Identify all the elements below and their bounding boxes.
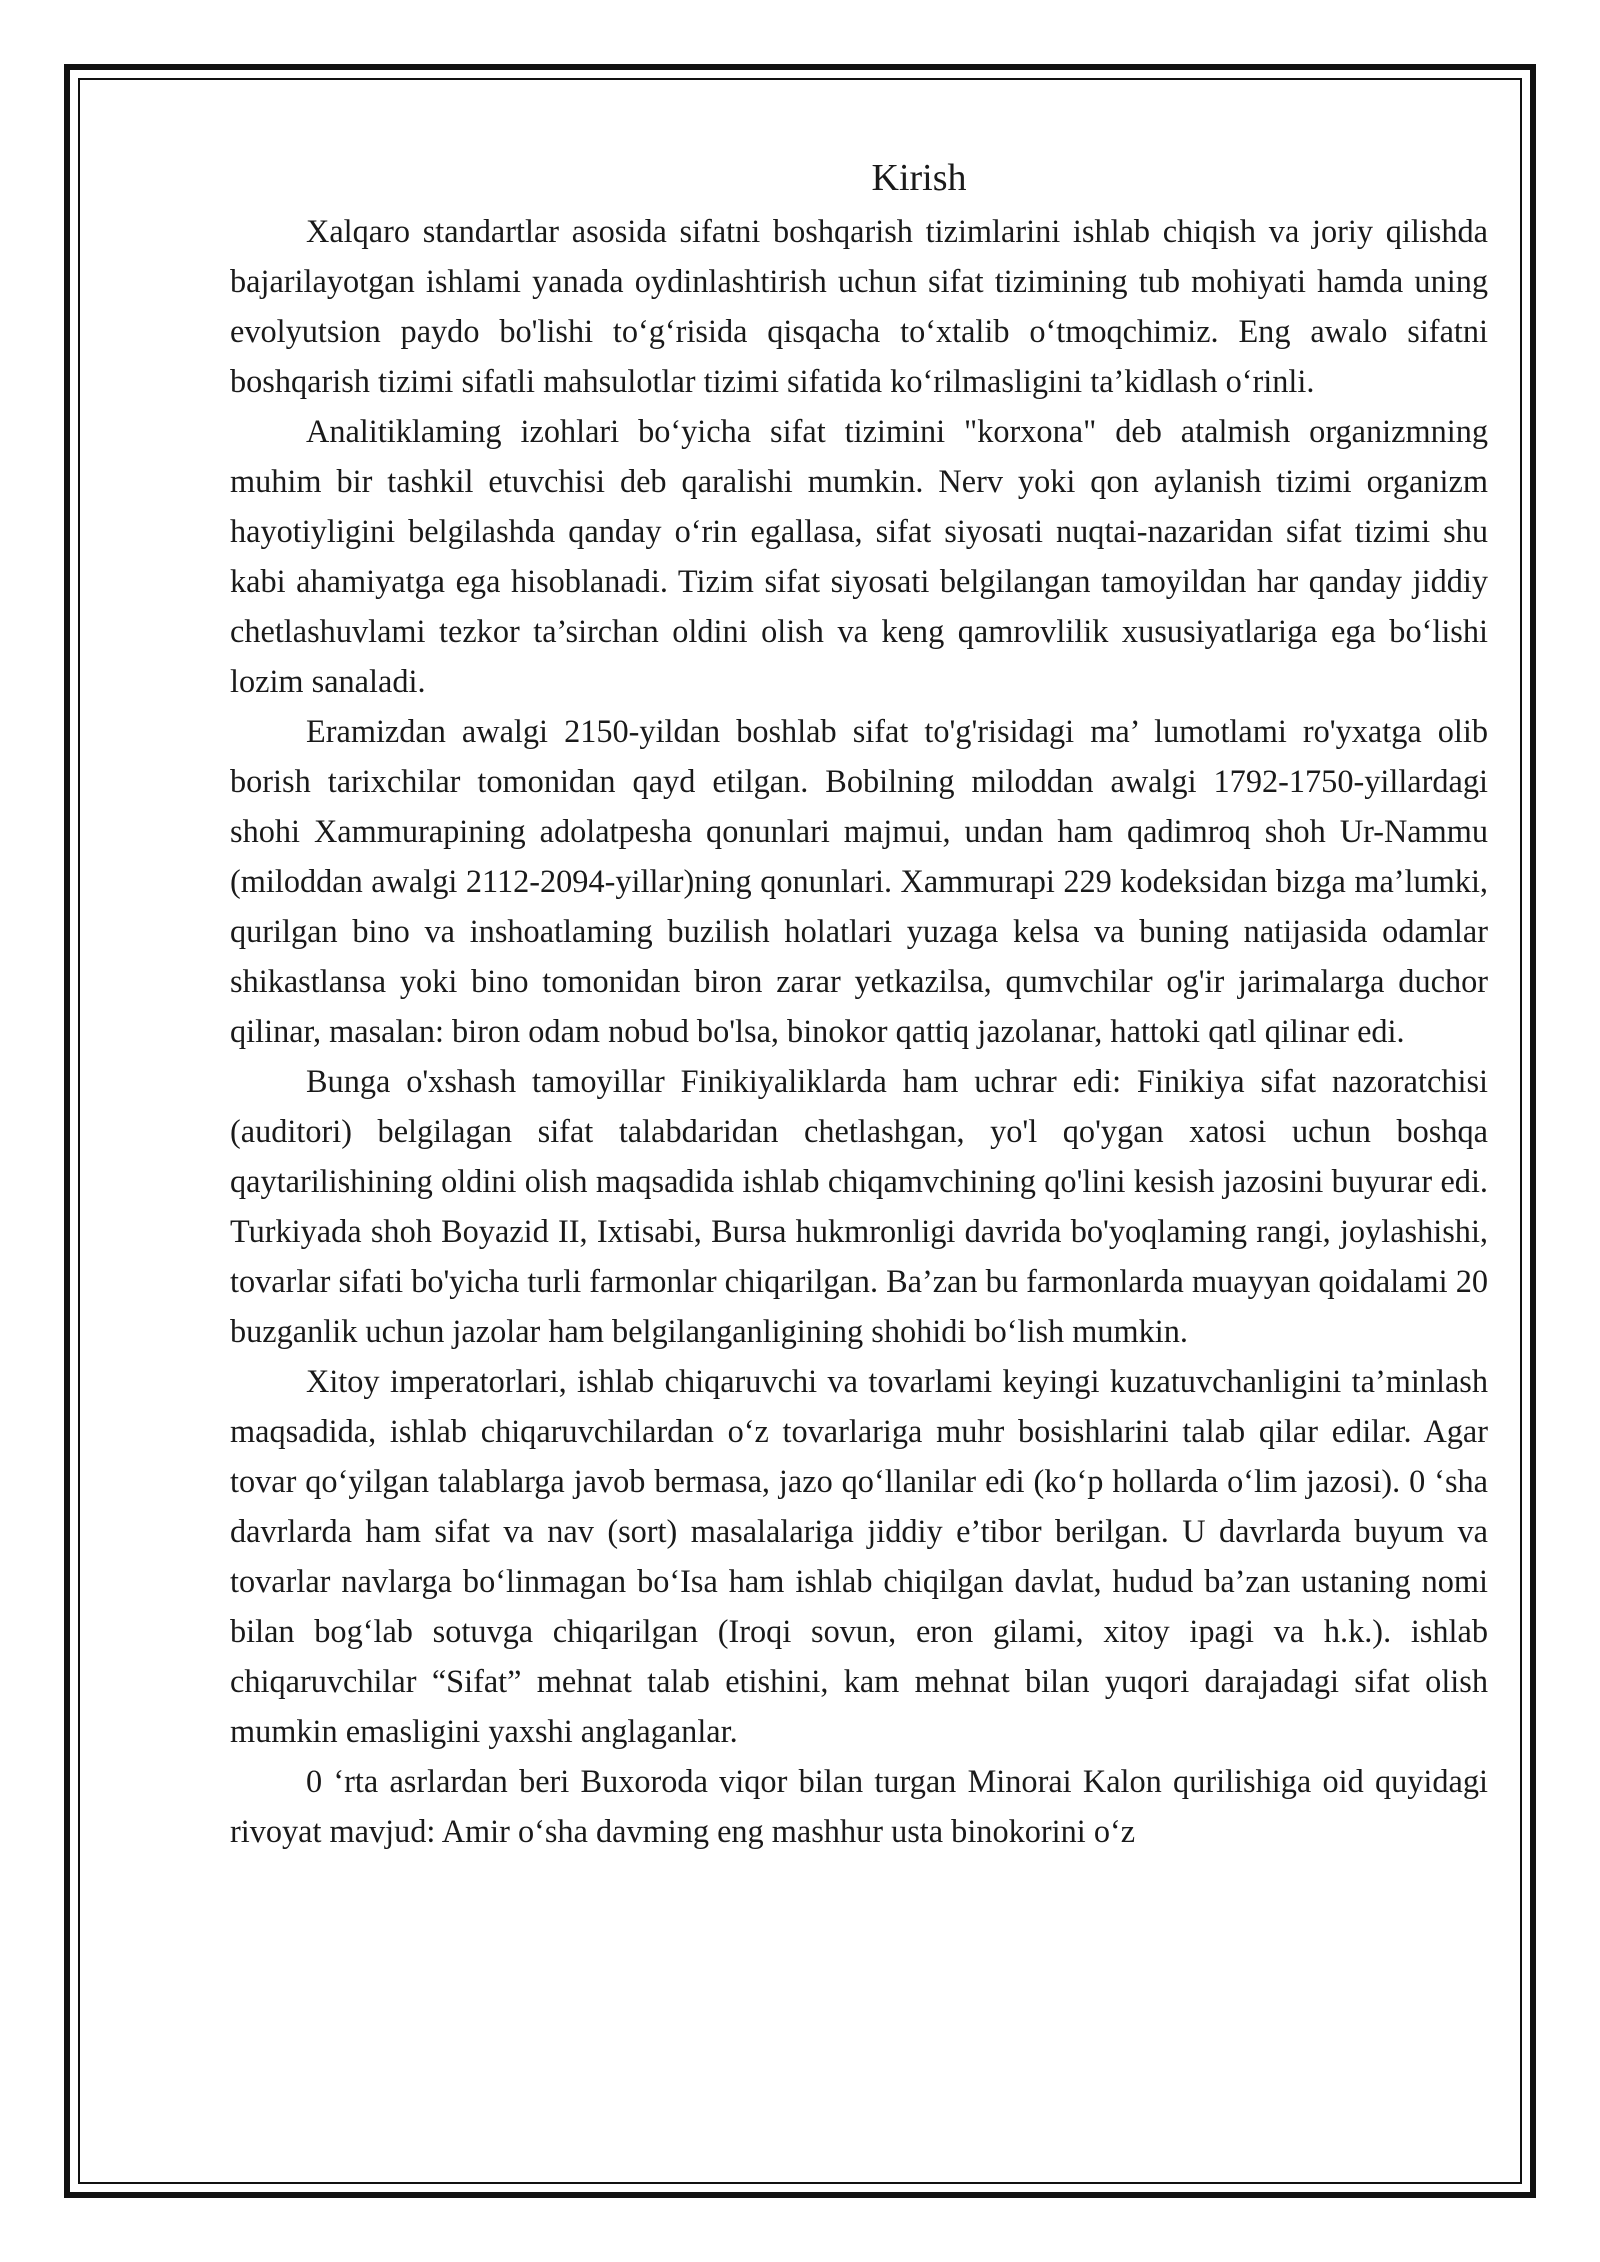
paragraph-bukhara: 0 ‘rta asrlardan beri Buxoroda viqor bilan turgan Minorai Kalon qurilishiga oid quyidagi rivoyat mavjud: Amir o‘sha davming eng mashhur usta binokorini o‘z xyxy=(230,1763,1488,1849)
paragraph-intro: Xalqaro standartlar asosida sifatni boshqarish tizimlarini ishlab chiqish va joriy qilishda bajarilayotgan ishlami yanada oydinlashtirish uchun sifat tizimining tub mohiyati hamda uning evolyutsion paydo bo'lishi to‘g‘risida qisqacha to‘xtalib o‘tmoqchimiz. Eng awalo sifatni boshqarish tizimi sifatli mahsulotlar tizimi sifatida ko‘rilmasligini ta’kidlash o‘rinli. xyxy=(230,213,1488,399)
document-body xyxy=(230,150,1488,1856)
paragraph-history-babylon: Eramizdan awalgi 2150-yildan boshlab sifat to'g'risidagi ma’ lumotlami ro'yxatga olib borish tarixchilar tomonidan qayd etilgan. Bobilning miloddan awalgi 1792-1750-yillardagi shohi Xammurapining adolatpesha qonunlari majmui, undan ham qadimroq shoh Ur-Nammu (miloddan awalgi 2112-2094-yillar)ning qonunlari. Xammurapi 229 kodeksidan bizga ma’lumki, qurilgan bino va inshoatlaming buzilish holatlari yuzaga kelsa va buning natijasida odamlar shikastlansa yoki bino tomonidan biron zarar yetkazilsa, qumvchilar og'ir jarimalarga duchor qilinar, masalan: biron odam nobud bo'lsa, binokor qattiq jazolanar, hattoki qatl qilinar edi. xyxy=(230,713,1488,1049)
paragraph-phoenicia: Bunga o'xshash tamoyillar Finikiyaliklarda ham uchrar edi: Finikiya sifat nazoratchisi (auditori) belgilagan sifat talabdaridan chetlashgan, yo'l qo'ygan xatosi uchun boshqa qaytarilishining oldini olish maqsadida ishlab chiqamvchining qo'lini kesish jazosini buyurar edi. Turkiyada shoh Boyazid II, Ixtisabi, Bursa hukmronligi davrida bo'yoqlaming rangi, joylashishi, tovarlar sifati bo'yicha turli farmonlar chiqarilgan. Ba’zan bu farmonlarda muayyan qoidalami 20 buzganlik uchun jazolar ham belgilanganligining shohidi bo‘lish mumkin. xyxy=(230,1063,1488,1349)
paragraph-china: Xitoy imperatorlari, ishlab chiqaruvchi va tovarlami keyingi kuzatuvchanligini ta’minlash maqsadida, ishlab chiqaruvchilardan o‘z tovarlariga muhr bosishlarini talab qilar edilar. Agar tovar qo‘yilgan talablarga javob bermasa, jazo qo‘llanilar edi (ko‘p hollarda o‘lim jazosi). 0 ‘sha davrlarda ham sifat va nav (sort) masalalariga jiddiy e’tibor berilgan. U davrlarda buyum va tovarlar navlarga bo‘linmagan bo‘Isa ham ishlab chiqilgan davlat, hudud ba’zan ustaning nomi bilan bog‘lab sotuvga chiqarilgan (Iroqi sovun, eron gilami, xitoy ipagi va h.k.). ishlab chiqaruvchilar “Sifat” mehnat talab etishini, kam mehnat bilan yuqori darajadagi sifat olish mumkin emasligini yaxshi anglaganlar. xyxy=(230,1363,1488,1749)
document-title: Kirish xyxy=(871,157,967,199)
paragraph-analytics: Analitiklaming izohlari bo‘yicha sifat tizimini "korxona" deb atalmish organizmning muhim bir tashkil etuvchisi deb qaralishi mumkin. Nerv yoki qon aylanish tizimi organizm hayotiyligini belgilashda qanday o‘rin egallasa, sifat siyosati nuqtai-nazaridan sifat tizimi shu kabi ahamiyatga ega hisoblanadi. Tizim sifat siyosati belgilangan tamoyildan har qanday jiddiy chetlashuvlami tezkor ta’sirchan oldini olish va keng qamrovlilik xususiyatlariga ega bo‘lishi lozim sanaladi. xyxy=(230,413,1488,699)
